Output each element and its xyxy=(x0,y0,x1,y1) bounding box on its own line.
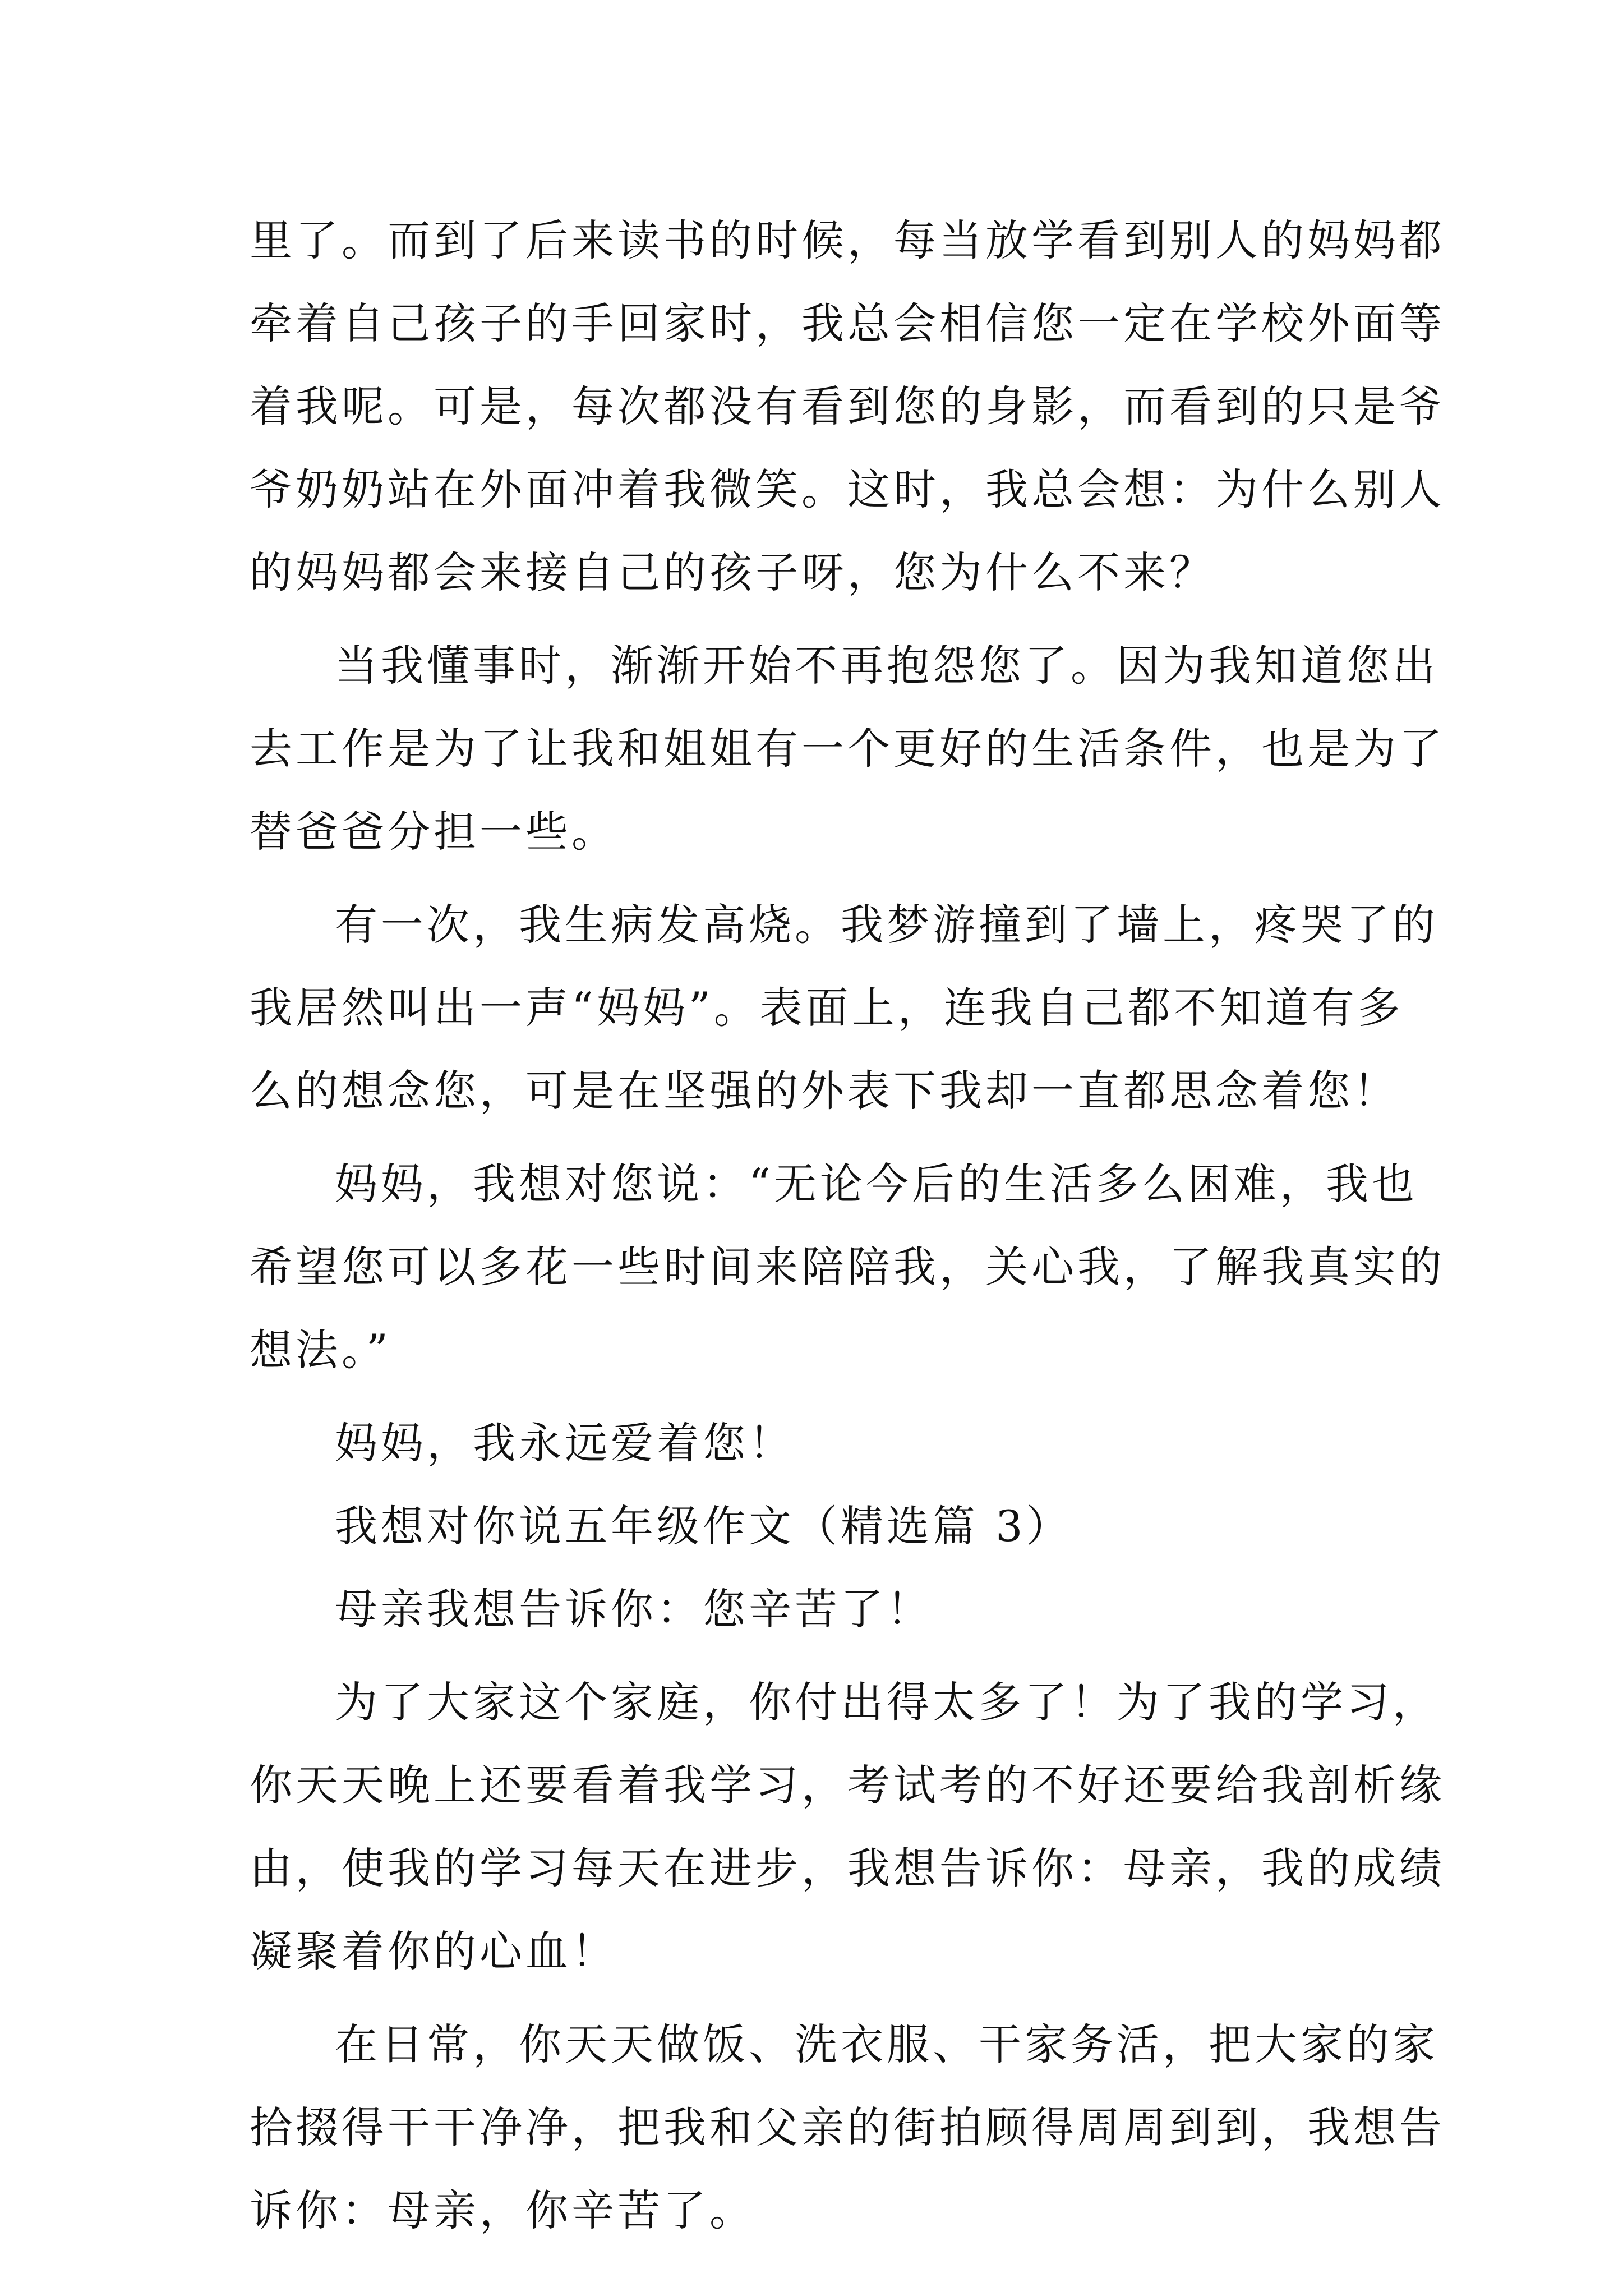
paragraph xyxy=(250,1568,1382,1651)
text-line: 妈妈，我想对您说：“无论今后的生活多么困难，我也 xyxy=(335,1159,1418,1209)
paragraph xyxy=(250,884,1438,1133)
text-line: 的妈妈都会来接自己的孩子呀，您为什么不来？ xyxy=(250,547,1215,597)
paragraph xyxy=(250,624,1445,873)
text-line: 由，使我的学习每天在进步，我想告诉你：母亲，我的成绩 xyxy=(250,1843,1445,1893)
text-line: 我想对你说五年级作文（精选篇 3） xyxy=(335,1501,1072,1551)
paragraph xyxy=(250,1402,1382,1485)
text-line: 么的想念您，可是在坚强的外表下我却一直都思念着您！ xyxy=(250,1066,1399,1116)
text-line: 诉你：母亲，你辛苦了。 xyxy=(250,2185,755,2235)
text-line: 当我懂事时，渐渐开始不再抱怨您了。因为我知道您出 xyxy=(335,641,1438,691)
text-line: 想法。” xyxy=(250,1325,391,1375)
text-line: 为了大家这个家庭，你付出得太多了！为了我的学习， xyxy=(335,1677,1438,1727)
text-line: 你天天晚上还要看着我学习，考试考的不好还要给我剖析缘 xyxy=(250,1760,1445,1810)
paragraph xyxy=(250,199,1445,614)
text-line: 在日常，你天天做饭、洗衣服、干家务活，把大家的家 xyxy=(335,2019,1438,2069)
text-line: 母亲我想告诉你：您辛苦了！ xyxy=(335,1584,933,1634)
text-line: 凝聚着你的心血！ xyxy=(250,1926,617,1976)
document-body xyxy=(250,199,1445,2252)
text-line: 有一次，我生病发高烧。我梦游撞到了墙上，疼哭了的 xyxy=(335,900,1438,950)
text-line: 我居然叫出一声“妈妈”。表面上，连我自己都不知道有多 xyxy=(250,983,1404,1033)
text-line: 去工作是为了让我和姐姐有一个更好的生活条件，也是为了 xyxy=(250,724,1445,774)
text-line: 爷奶奶站在外面冲着我微笑。这时，我总会想：为什么别人 xyxy=(250,464,1445,514)
text-line: 希望您可以多花一些时间来陪陪我，关心我，了解我真实的 xyxy=(250,1242,1445,1292)
text-line: 替爸爸分担一些。 xyxy=(250,807,617,857)
section-heading xyxy=(250,1485,1382,1568)
paragraph xyxy=(250,2003,1445,2252)
text-line: 牵着自己孩子的手回家时，我总会相信您一定在学校外面等 xyxy=(250,298,1445,348)
text-line: 拾掇得干干净净，把我和父亲的街拍顾得周周到到，我想告 xyxy=(250,2102,1445,2152)
text-line: 着我呢。可是，每次都没有看到您的身影，而看到的只是爷 xyxy=(250,381,1445,431)
paragraph xyxy=(250,1661,1445,1993)
text-line: 妈妈，我永远爱着您！ xyxy=(335,1418,795,1468)
text-line: 里了。而到了后来读书的时候，每当放学看到别人的妈妈都 xyxy=(250,215,1445,265)
paragraph xyxy=(250,1143,1445,1392)
